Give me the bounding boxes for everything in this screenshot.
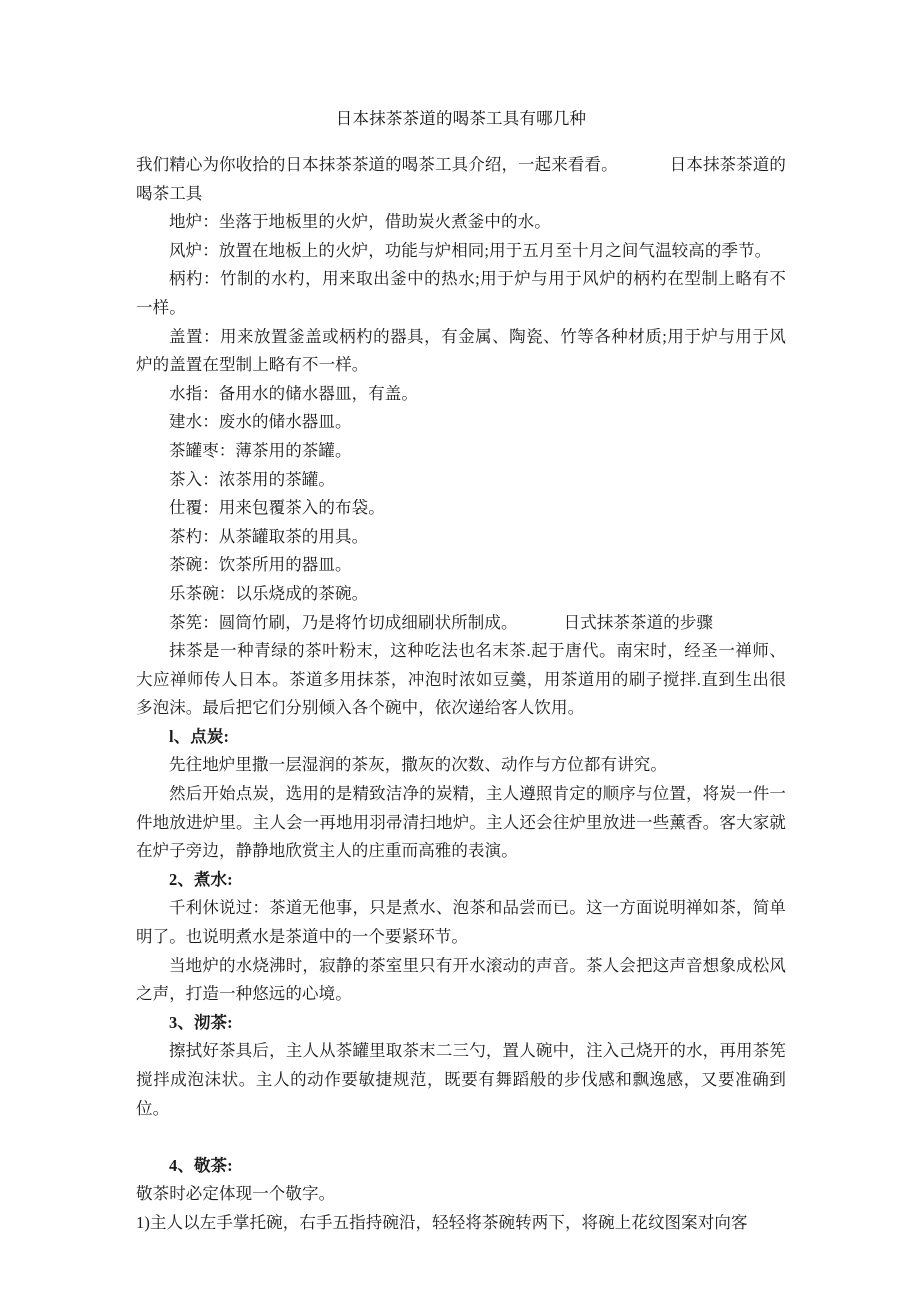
intro-text-a: 我们精心为你收拾的日本抹茶茶道的喝茶工具介绍，一起来看看。 [136, 155, 618, 174]
tool-item-chaxian [136, 609, 786, 638]
document-body [136, 104, 786, 1238]
tool-item-chaguanzao: 茶罐枣：薄茶用的茶罐。 [169, 440, 352, 460]
paragraph-spacer [136, 1123, 786, 1152]
tool-item-shifu: 仕覆：用来包覆茶入的布袋。 [169, 498, 385, 518]
step-label-2: 2、煮水: [169, 869, 233, 889]
tool-item-gaizhi: 盖置：用来放置釜盖或柄杓的器具，有金属、陶瓷、竹等各种材质;用于炉与用于风炉的盖置在型制上略有不一样。 [136, 326, 786, 375]
step-label-3: 3、沏茶: [169, 1012, 233, 1032]
intro-paragraph [136, 151, 786, 208]
step-label-1: l、点炭: [169, 726, 230, 746]
step-3-paragraph-1: 擦拭好茶具后，主人从茶罐里取茶末二三勺，置人碗中，注入己烧开的水，再用茶筅搅拌成泡沫状。主人的动作要敏捷规范，既要有舞蹈般的步伐感和飘逸感，又要准确到位。 [136, 1041, 786, 1118]
tool-item-shuizhi: 水指：备用水的储水器皿，有盖。 [169, 383, 418, 403]
step-2-paragraph-2: 当地炉的水烧沸时，寂静的茶室里只有开水滚动的声音。茶人会把这声音想象成松风之声，打造一种悠远的心境。 [136, 955, 786, 1004]
tool-item-jianshui: 建水：废水的储水器皿。 [169, 412, 352, 432]
chaxian-text: 茶筅：圆筒竹刷，乃是将竹切成细刷状所制成。 [169, 612, 518, 632]
tool-item-fenglu: 风炉：放置在地板上的火炉，功能与炉相同;用于五月至十月之间气温较高的季节。 [169, 240, 772, 260]
tool-item-charu: 茶入：浓茶用的茶罐。 [169, 469, 335, 489]
step-4-paragraph-1: 敬茶时必定体现一个敬字。 [136, 1184, 336, 1204]
tool-item-chawan: 茶碗：饮茶所用的器皿。 [169, 555, 352, 575]
page-title: 日本抹茶茶道的喝茶工具有哪几种 [335, 109, 587, 128]
step-1-paragraph-2: 然后开始点炭，选用的是精致洁净的炭精，主人遵照肯定的顺序与位置，将炭一件一件地放进炉里。主人会一再地用羽帚清扫地炉。主人还会往炉里放进一些薰香。客大家就在炉子旁边，静静地欣赏主人的庄重而高雅的表演。 [136, 784, 786, 861]
intro-text-b: 日本抹茶茶道的喝茶工具 [136, 155, 786, 203]
tool-item-bingshao: 柄杓：竹制的水杓，用来取出釜中的热水;用于炉与用于风炉的柄杓在型制上略有不一样。 [136, 269, 786, 317]
step-1-paragraph-1: 先往地炉里撒一层湿润的茶灰，撒灰的次数、动作与方位都有讲究。 [169, 755, 667, 775]
step-label-4: 4、敬茶: [169, 1155, 233, 1175]
tool-item-lechawan: 乐茶碗：以乐烧成的茶碗。 [169, 583, 369, 603]
tool-item-chashao: 茶杓：从茶罐取茶的用具。 [169, 526, 369, 546]
step-2-paragraph-1: 千利休说过：茶道无他事，只是煮水、泡茶和品尝而已。这一方面说明禅如茶，简单明了。也说明煮水是茶道中的一个要紧环节。 [136, 898, 786, 947]
steps-heading: 日式抹茶茶道的步骤 [563, 612, 714, 632]
tool-item-dilu: 地炉：坐落于地板里的火炉，借助炭火煮釜中的水。 [169, 212, 551, 232]
matcha-intro-paragraph: 抹茶是一种青绿的茶叶粉末，这种吃法也名末茶.起于唐代。南宋时，经圣一禅师、大应禅师传人日本。茶道多用抹茶，冲泡时浓如豆羹，用茶道用的刷子搅拌.直到生出很多泡沫。最后把它们分别倾入各个碗中，依次递给客人饮用。 [136, 641, 786, 718]
step-4-paragraph-2: 1)主人以左手掌托碗，右手五指持碗沿，轻轻将茶碗转两下，将碗上花纹图案对向客 [136, 1212, 748, 1232]
